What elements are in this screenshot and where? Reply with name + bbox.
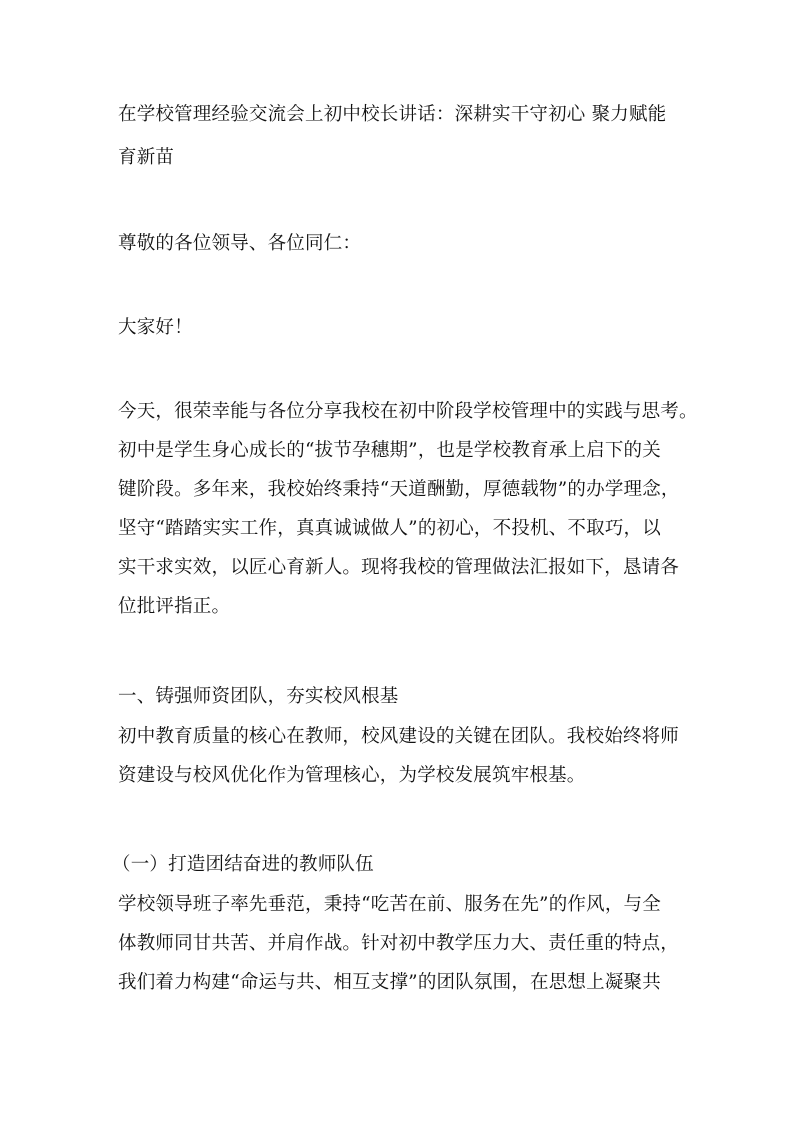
subsection1-line-1: 学校领导班子率先垂范，秉持“吃苦在前、服务在先”的作风，与全 [118, 894, 661, 915]
document-title-line-2: 育新苗 [118, 147, 175, 168]
subsection-heading-1: （一）打造团结奋进的教师队伍 [112, 854, 374, 875]
section1-line-1: 初中教育质量的核心在教师，校风建设的关键在团队。我校始终将师 [118, 726, 680, 747]
intro-line-1: 今天，很荣幸能与各位分享我校在初中阶段学校管理中的实践与思考。 [118, 401, 698, 422]
intro-line-6: 位批评指正。 [118, 596, 231, 617]
intro-line-2: 初中是学生身心成长的“拔节孕穗期”，也是学校教育承上启下的关 [118, 440, 661, 461]
greeting: 大家好！ [118, 317, 193, 338]
document-title-line-1: 在学校管理经验交流会上初中校长讲话：深耕实干守初心 聚力赋能 [118, 104, 667, 125]
section-heading-1: 一、铸强师资团队，夯实校风根基 [118, 686, 399, 707]
intro-line-3: 键阶段。多年来，我校始终秉持“天道酬勤，厚德载物”的办学理念， [118, 479, 680, 500]
subsection1-line-2: 体教师同甘共苦、并肩作战。针对初中教学压力大、责任重的特点， [118, 933, 680, 954]
intro-line-4: 坚守“踏踏实实工作，真真诚诚做人”的初心，不投机、不取巧，以 [118, 518, 661, 539]
section1-line-2: 资建设与校风优化作为管理核心，为学校发展筑牢根基。 [118, 765, 586, 786]
subsection1-line-3: 我们着力构建“命运与共、相互支撑”的团队氛围，在思想上凝聚共 [118, 972, 661, 993]
intro-line-5: 实干求实效，以匠心育新人。现将我校的管理做法汇报如下，恳请各 [118, 557, 680, 578]
salutation: 尊敬的各位领导、各位同仁： [118, 233, 362, 254]
